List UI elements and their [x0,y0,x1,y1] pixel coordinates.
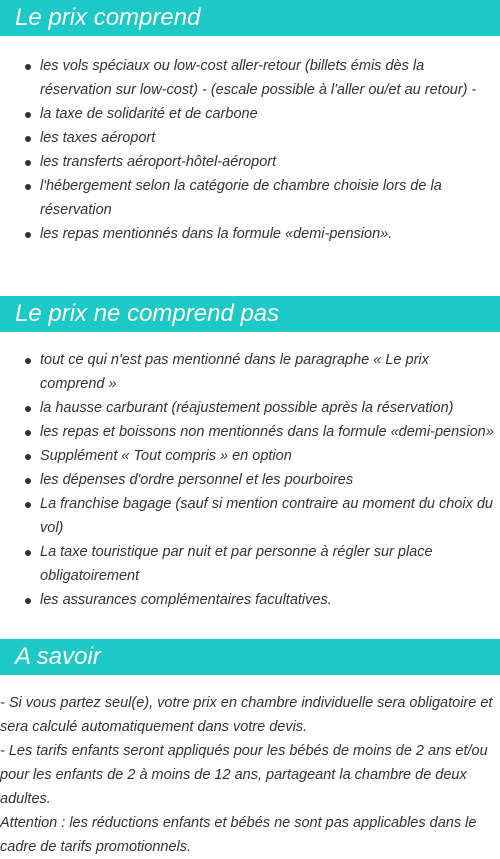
list-item: Supplément « Tout compris » en option [0,444,500,468]
savoir-text [0,691,500,859]
section-title: A savoir [0,639,500,675]
included-list [0,54,500,246]
list-item: la taxe de solidarité et de carbone [0,102,500,126]
list-item: La franchise bagage (sauf si mention contraire au moment du choix du vol) [0,492,500,540]
savoir-paragraph: Attention : les réductions enfants et bébés ne sont pas applicables dans le cadre de tarifs promotionnels. [0,815,477,855]
list-item: la hausse carburant (réajustement possible après la réservation) [0,396,500,420]
list-item: les vols spéciaux ou low-cost aller-retour (billets émis dès la réservation sur low-cost) - (escale possible à l'aller ou/et au retour) - [0,54,500,102]
list-item: La taxe touristique par nuit et par personne à régler sur place obligatoirement [0,540,500,588]
savoir-paragraph: - Si vous partez seul(e), votre prix en chambre individuelle sera obligatoire et sera calculé automatiquement dans votre devis. [0,695,493,735]
list-item: les taxes aéroport [0,126,500,150]
excluded-list [0,348,500,612]
section-prix-ne-comprend-pas [0,296,500,612]
section-prix-comprend [0,0,500,246]
list-item: les repas et boissons non mentionnés dans la formule «demi-pension» [0,420,500,444]
list-item: les transferts aéroport-hôtel-aéroport [0,150,500,174]
list-item: l'hébergement selon la catégorie de chambre choisie lors de la réservation [0,174,500,222]
savoir-paragraph: - Les tarifs enfants seront appliqués pour les bébés de moins de 2 ans et/ou pour les enfants de 2 à moins de 12 ans, partageant la chambre de deux adultes. [0,743,488,807]
section-a-savoir [0,639,500,859]
section-title: Le prix ne comprend pas [0,296,500,332]
list-item: les repas mentionnés dans la formule «demi-pension». [0,222,500,246]
list-item: les assurances complémentaires facultatives. [0,588,500,612]
section-title: Le prix comprend [0,0,500,36]
list-item: les dépenses d'ordre personnel et les pourboires [0,468,500,492]
list-item: tout ce qui n'est pas mentionné dans le paragraphe « Le prix comprend » [0,348,500,396]
